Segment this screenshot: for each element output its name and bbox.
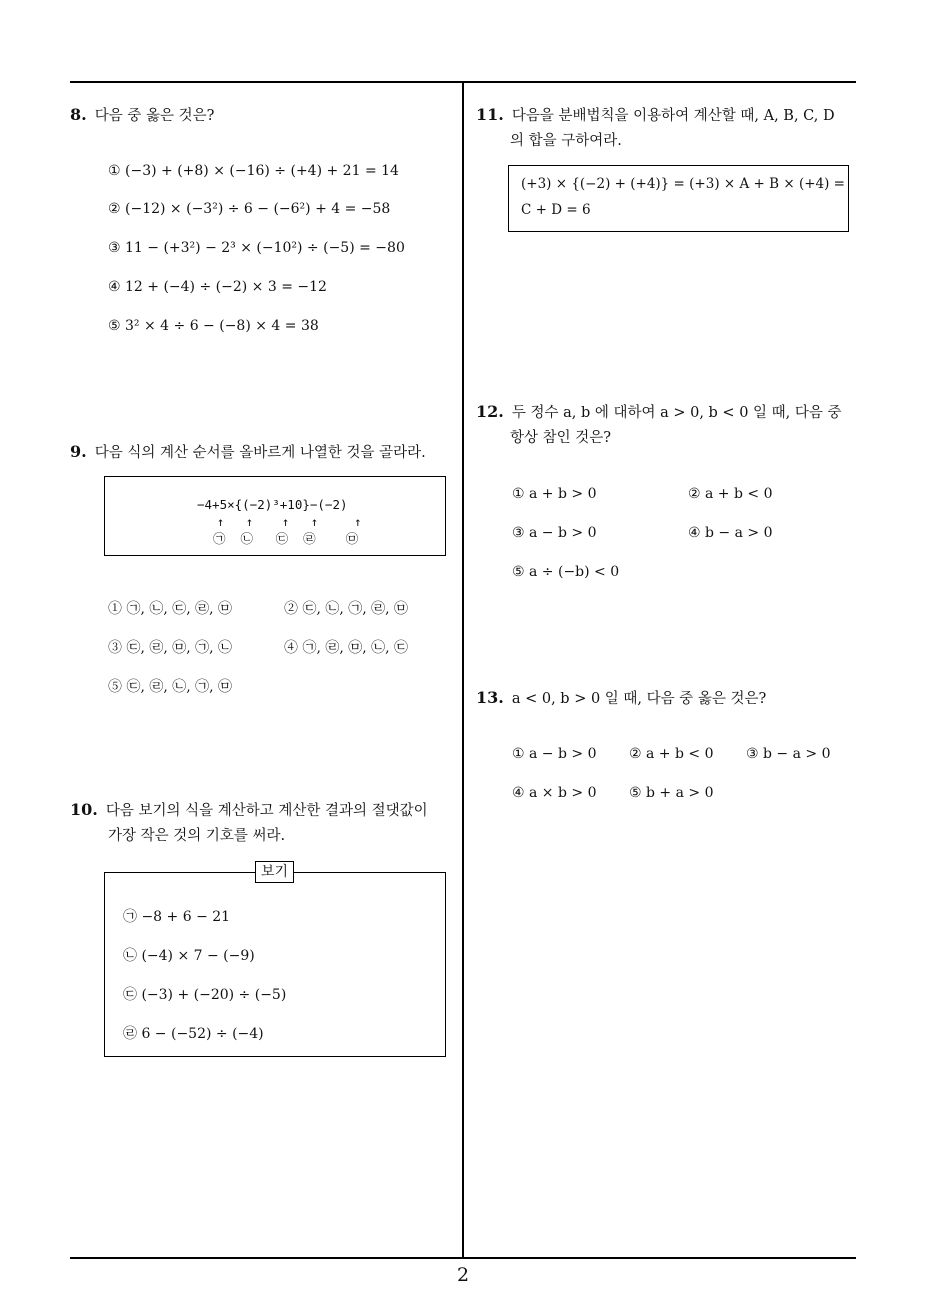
q10-item-4: ㉣ 6 − (−52) ÷ (−4) (123, 1026, 264, 1042)
question-8-number: 8. (70, 105, 87, 124)
q9-option-4[interactable]: ④ ㉠, ㉣, ㉤, ㉡, ㉢ (284, 640, 409, 656)
question-12-text-line1: 두 정수 a, b 에 대하여 a > 0, b < 0 일 때, 다음 중 (511, 405, 842, 421)
q8-option-4[interactable]: ④ 12 + (−4) ÷ (−2) × 3 = −12 (108, 279, 327, 295)
question-9-text: 다음 식의 계산 순서를 올바르게 나열한 것을 골라라. (94, 445, 426, 461)
q10-item-2: ㉡ (−4) × 7 − (−9) (123, 948, 255, 964)
q13-option-4[interactable]: ④ a × b > 0 (512, 785, 597, 801)
q10-item-1: ㉠ −8 + 6 − 21 (123, 909, 231, 925)
question-10-text-line2: 가장 작은 것의 기호를 써라. (108, 827, 286, 844)
q11-equation-box (508, 165, 849, 232)
q8-option-1[interactable]: ① (−3) + (+8) × (−16) ÷ (+4) + 21 = 14 (108, 163, 399, 179)
column-divider (462, 82, 464, 1258)
q10-bogi-label: 보기 (255, 861, 294, 883)
q11-equation-line2: C + D = 6 (521, 202, 591, 218)
question-10 (70, 796, 428, 848)
q12-option-4[interactable]: ④ b − a > 0 (688, 525, 773, 541)
q9-option-5[interactable]: ⑤ ㉢, ㉣, ㉡, ㉠, ㉤ (108, 679, 233, 695)
question-8-text: 다음 중 옳은 것은? (94, 108, 215, 124)
q13-option-5[interactable]: ⑤ b + a > 0 (629, 785, 714, 801)
question-12-text-line2: 항상 참인 것은? (510, 429, 612, 446)
question-9 (70, 438, 426, 466)
q13-option-2[interactable]: ② a + b < 0 (629, 746, 714, 762)
q9-option-2[interactable]: ② ㉢, ㉡, ㉠, ㉣, ㉤ (284, 601, 409, 617)
question-11-number: 11. (476, 105, 504, 124)
question-10-text-line1: 다음 보기의 식을 계산하고 계산한 결과의 절댓값이 (105, 803, 428, 819)
q12-option-3[interactable]: ③ a − b > 0 (512, 525, 597, 541)
q9-option-1[interactable]: ① ㉠, ㉡, ㉢, ㉣, ㉤ (108, 601, 233, 617)
q11-equation-line1: (+3) × {(−2) + (+4)} = (+3) × A + B × (+4) = (521, 176, 845, 192)
q9-expression: −4+5×{(−2)³+10}−(−2) (197, 497, 348, 512)
question-13-number: 13. (476, 688, 504, 707)
question-9-number: 9. (70, 442, 87, 461)
q8-option-2[interactable]: ② (−12) × (−3²) ÷ 6 − (−6²) + 4 = −58 (108, 201, 391, 217)
q12-option-2[interactable]: ② a + b < 0 (688, 486, 773, 502)
q13-option-1[interactable]: ① a − b > 0 (512, 746, 597, 762)
bottom-rule (70, 1257, 856, 1259)
q8-option-3[interactable]: ③ 11 − (+3²) − 2³ × (−10²) ÷ (−5) = −80 (108, 240, 405, 256)
q13-option-3[interactable]: ③ b − a > 0 (746, 746, 831, 762)
q9-expression-box (104, 476, 446, 556)
question-13 (476, 684, 766, 712)
page-number: 2 (456, 1264, 470, 1286)
question-12-number: 12. (476, 402, 504, 421)
question-10-number: 10. (70, 800, 98, 819)
q12-option-5[interactable]: ⑤ a ÷ (−b) < 0 (512, 564, 620, 580)
q8-option-5[interactable]: ⑤ 3² × 4 ÷ 6 − (−8) × 4 = 38 (108, 318, 319, 334)
q10-item-3: ㉢ (−3) + (−20) ÷ (−5) (123, 987, 287, 1003)
q9-markers: ㉠ ㉡ ㉢ ㉣ ㉤ (213, 531, 359, 546)
question-8 (70, 101, 214, 129)
question-12 (476, 398, 842, 450)
q12-option-1[interactable]: ① a + b > 0 (512, 486, 597, 502)
q10-bogi-box (104, 872, 446, 1057)
question-11-text-line2: 의 합을 구하여라. (510, 132, 622, 149)
q9-option-3[interactable]: ③ ㉢, ㉣, ㉤, ㉠, ㉡ (108, 640, 233, 656)
q9-arrows: ↑ ↑ ↑ ↑ ↑ (217, 515, 362, 529)
question-13-text: a < 0, b > 0 일 때, 다음 중 옳은 것은? (511, 691, 767, 707)
question-11 (476, 101, 835, 153)
question-11-text-line1: 다음을 분배법칙을 이용하여 계산할 때, A, B, C, D (511, 108, 835, 124)
